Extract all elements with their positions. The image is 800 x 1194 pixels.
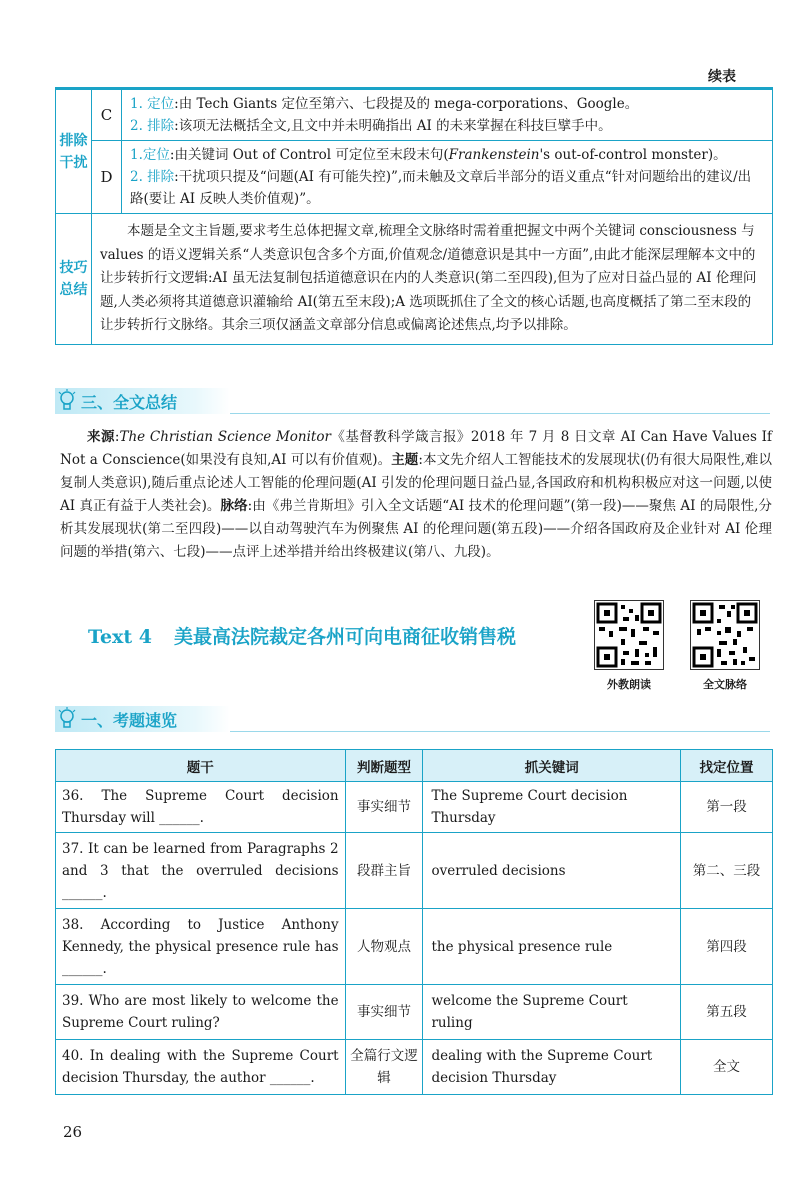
section-divider — [230, 413, 770, 414]
question-type: 人物观点 — [345, 909, 423, 985]
thread-text: :由《弗兰肯斯坦》引入全文话题“AI 技术的伦理问题”(第一段)——聚焦 AI 的局限性,分析其发展现状(第二至四段)——以自动驾驶汽车为例聚焦 AI 的伦理问题(第五段)——介绍各国政府及企业针对 AI 伦理问题的举措(第六、七段)——点评上述举措并给出终极建议(第八、九段)。 — [60, 498, 773, 560]
locate-text: :由 Tech Giants 定位至第六、七段提及的 mega-corporations、Google。 — [174, 96, 639, 112]
header-keywords: 抓关键词 — [423, 750, 681, 782]
text-title: 美最高法院裁定各州可向电商征收销售税 — [174, 626, 517, 648]
locate-text: :由关键词 Out of Control 可定位至末段末句( — [169, 147, 449, 163]
skill-label — [56, 214, 92, 345]
question-type: 段群主旨 — [345, 833, 423, 909]
keywords: overruled decisions — [423, 833, 681, 909]
analysis-table — [55, 89, 773, 345]
question-overview-table — [55, 749, 773, 1095]
option-analysis — [122, 90, 773, 141]
table-row — [56, 1040, 773, 1095]
question-stem: 39. Who are most likely to welcome the Supreme Court ruling? — [56, 985, 346, 1040]
table-row — [56, 782, 773, 833]
source-label: 来源 — [87, 429, 115, 445]
lightbulb-icon — [57, 706, 77, 732]
section-divider — [230, 731, 770, 732]
qr-code-outline[interactable] — [690, 600, 760, 670]
qr-caption-outline: 全文脉络 — [703, 678, 747, 691]
exclude-label: 2. 排除 — [130, 118, 175, 134]
question-type: 事实细节 — [345, 985, 423, 1040]
table-row — [56, 214, 773, 345]
table-header-row — [56, 750, 773, 782]
location: 第二、三段 — [681, 833, 773, 909]
locate-label: 1. 定位 — [130, 96, 175, 112]
location: 第一段 — [681, 782, 773, 833]
question-stem: 38. According to Justice Anthony Kennedy, the physical presence rule has ______. — [56, 909, 346, 985]
skill-summary-text: 本题是全文主旨题,要求考生总体把握文章,梳理全文脉络时需着重把握文中两个关键词 consciousness 与 values 的语义逻辑关系“人类意识包含多个方面,价值观念/道德意识是其中一方面”,由此才能深层理解本文中的让步转折行文逻辑:AI 虽无法复制包括道德意识在内的人类意识(第二至四段),但为了应对日益凸显的 AI 伦理问题,人类必须将其道德意识灌输给 AI(第五至末段);A 选项既抓住了全文的核心话题,也高度概括了第二至末段的让步转折行文脉络。其余三项仅涵盖文章部分信息或偏离论述焦点,均予以排除。 — [92, 214, 773, 345]
qr-code-icon — [691, 601, 759, 669]
header-location: 找定位置 — [681, 750, 773, 782]
summary-paragraph: 来源:The Christian Science Monitor《基督教科学箴言报》2018 年 7 月 8 日文章 AI Can Have Values If Not a Conscience(如果没有良知,AI 可以有价值观)。主题:本文先介绍人工智能技术的发展现状(仍有很大局限性,难以复制人类意识),随后重点论述人工智能的伦理问题(AI 引发的伦理问题日益凸显,各国政府和机构积极应对这一问题,以使 AI 真正有益于人类社会)。脉络:由《弗兰肯斯坦》引入全文话题“AI 技术的伦理问题”(第一段)——聚焦 AI 的局限性,分析其发展现状(第二至四段)——以自动驾驶汽车为例聚焦 AI 的伦理问题(第五段)——介绍各国政府及企业针对 AI 伦理问题的举措(第六、七段)——点评上述举措并给出终极建议(第八、九段)。 — [60, 429, 773, 560]
table-row — [56, 141, 773, 214]
exclude-label: 2. 排除 — [130, 169, 175, 185]
table-row — [56, 909, 773, 985]
exclusion-label-line2: 干扰 — [59, 154, 88, 171]
theme-text: :本文先介绍人工智能技术的发展现状(仍有很大局限性,难以复制人类意识),随后重点论述人工智能的伦理问题(AI 引发的伦理问题日益凸显,各国政府和机构积极应对这一问题,以使 AI 真正有益于人类社会)。 — [60, 452, 773, 514]
text-label: Text 4 — [88, 626, 152, 648]
keywords: The Supreme Court decision Thursday — [423, 782, 681, 833]
question-type: 全篇行文逻辑 — [345, 1040, 423, 1095]
section-title: 一、考题速览 — [81, 711, 178, 730]
text4-heading — [88, 622, 516, 649]
table-row — [56, 833, 773, 909]
exclusion-label-line1: 排除 — [59, 132, 88, 149]
exclude-text: :该项无法概括全文,且文中并未明确指出 AI 的未来掌握在科技巨擘手中。 — [174, 118, 612, 134]
keywords: welcome the Supreme Court ruling — [423, 985, 681, 1040]
theme-label: 主题 — [391, 452, 419, 468]
question-stem: 40. In dealing with the Supreme Court decision Thursday, the author ______. — [56, 1040, 346, 1095]
header-type: 判断题型 — [345, 750, 423, 782]
qr-code-icon — [595, 601, 663, 669]
location: 第四段 — [681, 909, 773, 985]
source-publication: The Christian Science Monitor — [119, 429, 331, 445]
question-stem: 37. It can be learned from Paragraphs 2 and 3 that the overruled decisions ______. — [56, 833, 346, 909]
qr-caption-reading: 外教朗读 — [607, 678, 651, 691]
table-row — [56, 985, 773, 1040]
skill-label-line2: 总结 — [59, 281, 88, 298]
source-text: 《基督教科学箴言报》2018 年 7 月 8 日文章 AI Can Have Values If Not a Conscience(如果没有良知,AI 可以有价值观)。 — [60, 429, 772, 468]
table-row — [56, 90, 773, 141]
skill-label-line1: 技巧 — [59, 259, 88, 276]
locate-italic: Frankenstein — [448, 147, 540, 163]
section-title: 三、全文总结 — [81, 393, 178, 412]
exclude-text: :干扰项只提及“问题(AI 有可能失控)”,而未触及文章后半部分的语义重点“针对问题给出的建议/出路(要让 AI 反映人类价值观)”。 — [130, 169, 752, 207]
keywords: dealing with the Supreme Court decision Thursday — [423, 1040, 681, 1095]
lightbulb-icon — [57, 388, 77, 414]
location: 第五段 — [681, 985, 773, 1040]
page-number: 26 — [63, 1123, 83, 1141]
section-heading-overview — [55, 706, 230, 732]
locate-text-end: 's out-of-control monster)。 — [539, 147, 727, 163]
header-stem: 题干 — [56, 750, 346, 782]
question-type: 事实细节 — [345, 782, 423, 833]
option-letter: D — [92, 141, 122, 214]
locate-label: 1.定位 — [130, 147, 170, 163]
question-stem: 36. The Supreme Court decision Thursday will ______. — [56, 782, 346, 833]
location: 全文 — [681, 1040, 773, 1095]
option-letter: C — [92, 90, 122, 141]
thread-label: 脉络 — [220, 498, 248, 514]
keywords: the physical presence rule — [423, 909, 681, 985]
qr-code-reading[interactable] — [594, 600, 664, 670]
option-analysis — [122, 141, 773, 214]
section-heading-summary — [55, 388, 230, 414]
exclusion-label — [56, 90, 92, 214]
continued-label: 续表 — [708, 69, 736, 85]
